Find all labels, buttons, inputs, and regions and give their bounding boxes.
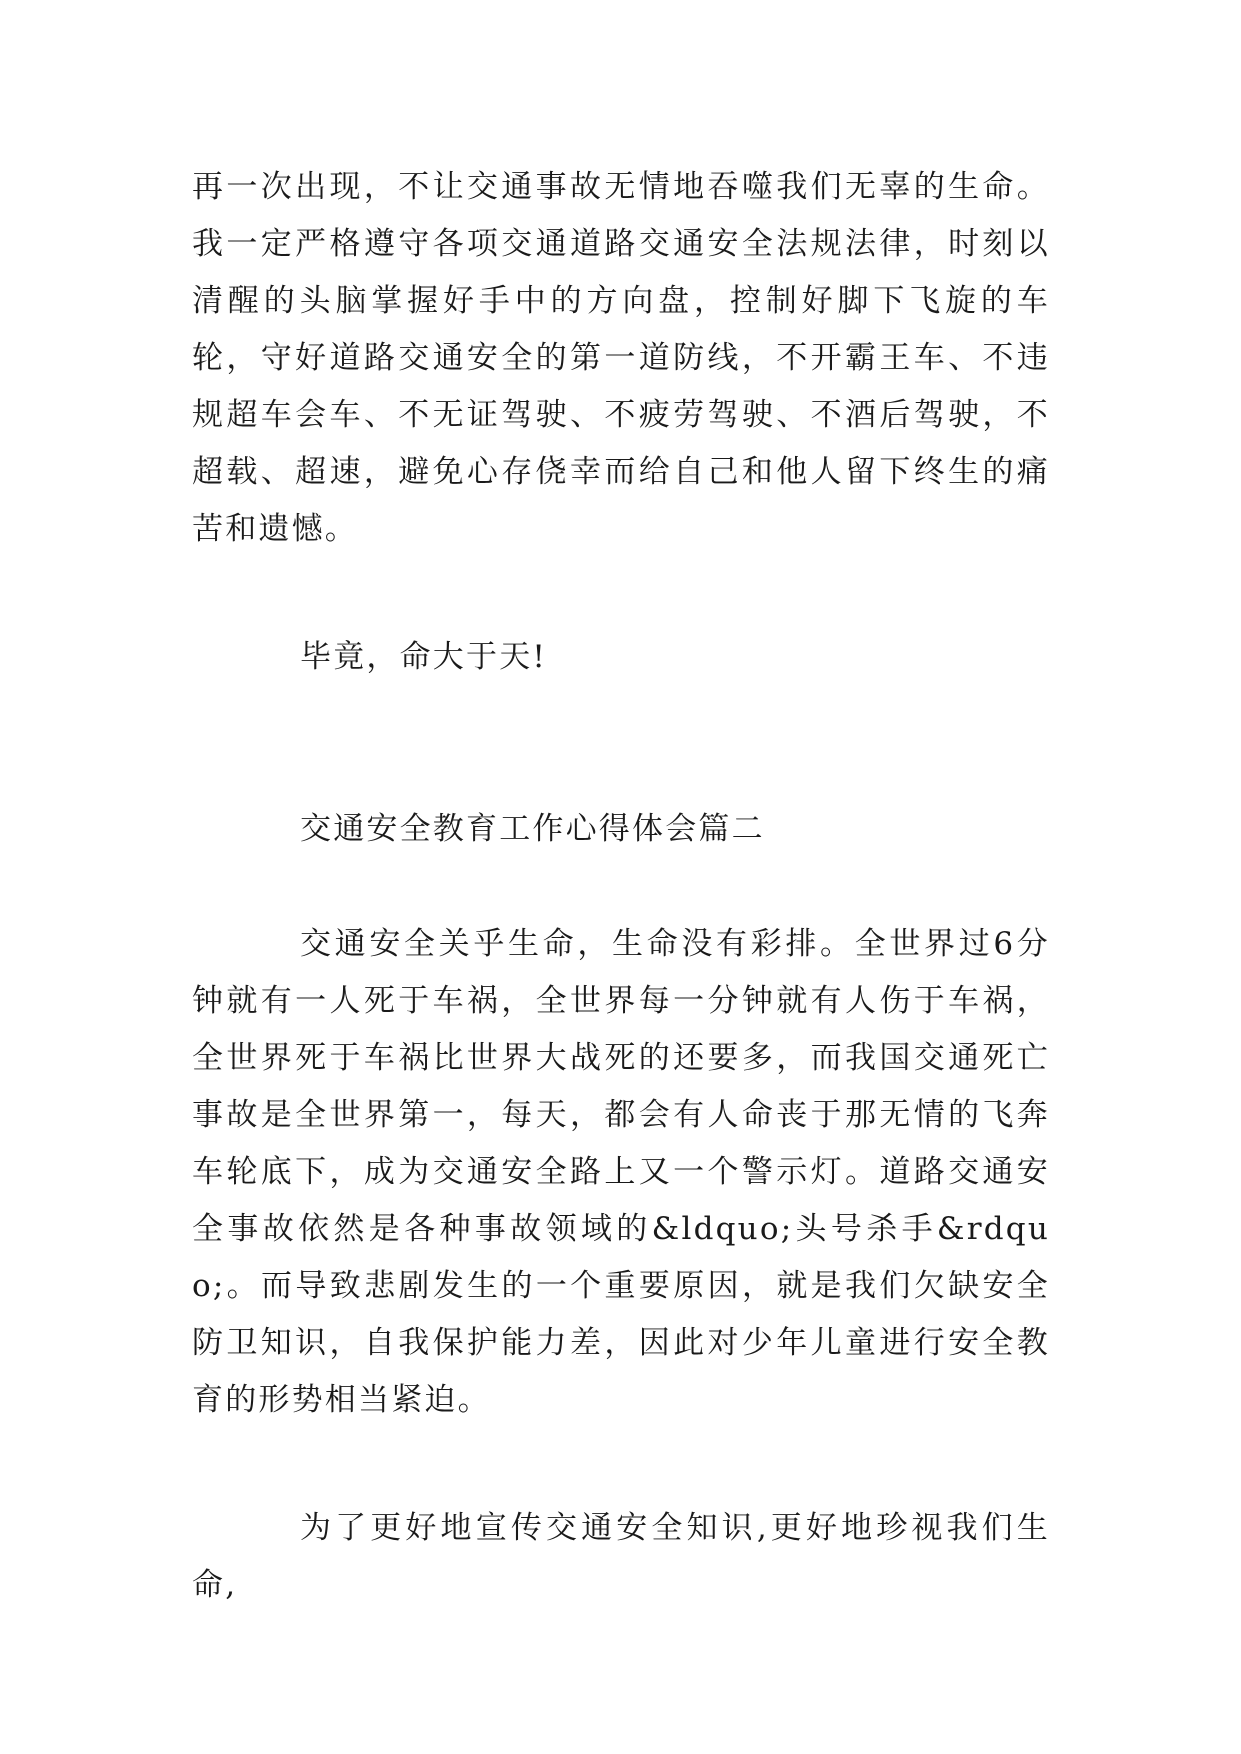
paragraph-continued: 再一次出现，不让交通事故无情地吞噬我们无辜的生命。我一定严格遵守各项交通道路交通安全法规法律，时刻以清醒的头脑掌握好手中的方向盘，控制好脚下飞旋的车轮，守好道路交通安全的第一道防线，不开霸王车、不违规超车会车、不无证驾驶、不疲劳驾驶、不酒后驾驶，不超载、超速，避免心存侥幸而给自己和他人留下终生的痛苦和遗憾。 bbox=[192, 169, 1050, 547]
section-heading: 交通安全教育工作心得体会篇二 bbox=[300, 811, 765, 847]
paragraph-trailing: 为了更好地宣传交通安全知识,更好地珍视我们生命, bbox=[192, 1510, 1050, 1603]
paragraph-body: 交通安全关乎生命，生命没有彩排。全世界过6分钟就有一人死于车祸，全世界每一分钟就有人伤于车祸，全世界死于车祸比世界大战死的还要多，而我国交通死亡事故是全世界第一，每天，都会有人命丧于那无情的飞奔车轮底下，成为交通安全路上又一个警示灯。道路交通安全事故依然是各种事故领域的&ldquo;头号杀手&rdquo;。而导致悲剧发生的一个重要原因，就是我们欠缺安全防卫知识，自我保护能力差，因此对少年儿童进行安全教育的形势相当紧迫。 bbox=[192, 926, 1050, 1418]
paragraph-exclamation: 毕竟，命大于天! bbox=[300, 639, 548, 675]
